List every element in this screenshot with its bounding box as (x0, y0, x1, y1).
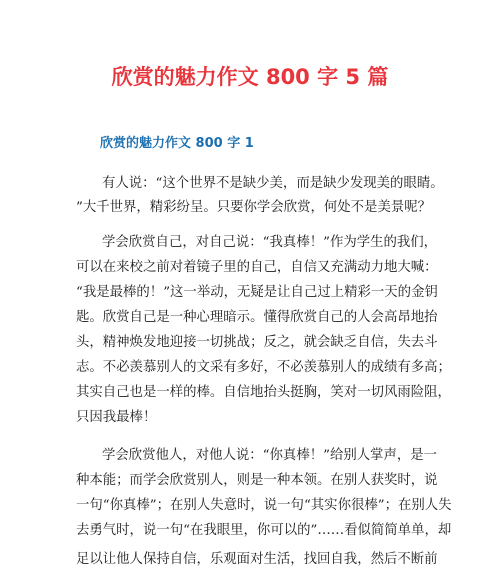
paragraph-line: 有人说：“这个世界不是缺少美，而是缺少发现美的眼睛。 (102, 176, 444, 191)
paragraph-line: 种本能；而学会欣赏别人，则是一种本领。在别人获奖时，说 (76, 473, 438, 488)
paragraph-line: 一句“你真棒”；在别人失意时，说一句“其实你很棒”；在别人失 (76, 498, 452, 513)
document-title: 欣赏的魅力作文 800 字 5 篇 (111, 65, 389, 89)
paragraph-line: “我是最棒的！”这一举动，无疑是让自己过上精彩一天的金钥 (76, 285, 438, 300)
paragraph-line: 其实自己也是一样的棒。自信地抬头挺胸，笑对一切风雨险阻， (76, 385, 451, 400)
section-heading: 欣赏的魅力作文 800 字 1 (100, 136, 254, 151)
paragraph-line: 学会欣赏他人，对他人说：“你真棒！”给别人掌声，是一 (102, 448, 438, 463)
paragraph-line: ”大千世界，精彩纷呈。只要你学会欣赏，何处不是美景呢？ (76, 200, 431, 215)
paragraph-line: 学会欣赏自己，对自己说：“我真棒！”作为学生的我们， (102, 235, 438, 250)
paragraph-line: 可以在来校之前对着镜子里的自己，自信又充满动力地大喊： (76, 260, 438, 275)
paragraph-line: 志。不必羡慕别人的文采有多好，不必羡慕别人的成绩有多高； (76, 360, 451, 375)
paragraph-line: 头，精神焕发地迎接一切挑战；反之，就会缺乏自信，失去斗 (76, 335, 438, 350)
paragraph-line: 匙。欣赏自己是一种心理暗示。懂得欣赏自己的人会高昂地抬 (76, 310, 438, 325)
paragraph-line: 去勇气时，说一句“在我眼里，你可以的”……看似简简单单，却 (76, 523, 452, 538)
paragraph-line: 只因我最棒！ (76, 410, 157, 425)
paragraph-line: 足以让他人保持自信，乐观面对生活，找回自我，然后不断前 (76, 552, 438, 566)
